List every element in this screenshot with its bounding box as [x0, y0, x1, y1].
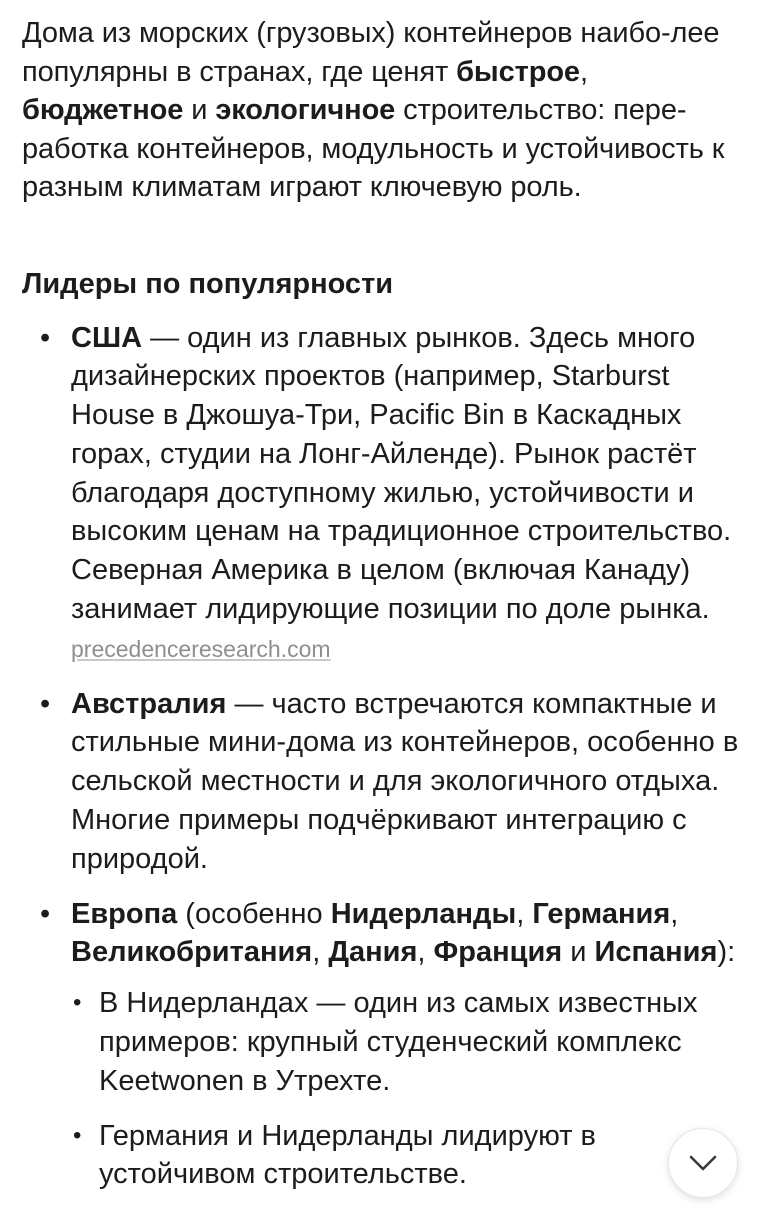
country-france: Франция	[433, 936, 563, 969]
bullet: •	[40, 321, 51, 354]
item-title: США	[71, 321, 143, 354]
bullet: •	[40, 897, 51, 930]
chat-content	[22, 14, 742, 1210]
europe-sublist	[71, 984, 742, 1194]
item-title: Австралия	[71, 687, 227, 720]
bullet: •	[73, 989, 82, 1017]
intro-text-1: Дома из морских (грузовых) контейнеров наибо-лее популярны в странах, где ценят	[22, 17, 720, 88]
separator: и	[562, 936, 595, 969]
item-text: — часто встречаются компактные и стильные мини-дома из контейнеров, особенно в сельской местности и для экологичного отдыха. Многие примеры подчёркивают интеграцию с природой.	[71, 687, 739, 875]
intro-bold-eco: экологичное	[215, 94, 396, 126]
bullet: •	[73, 1121, 82, 1149]
country-netherlands: Нидерланды	[330, 897, 517, 930]
sub-list-item	[71, 984, 742, 1100]
list-item-australia	[22, 685, 742, 879]
item-text: — один из главных рынков. Здесь много дизайнерских проектов (например, Starburst House в Джошуа-Три, Pacific Bin в Каскадных горах, студии на Лонг-Айленде). Рынок растёт благодаря доступному жилью, устойчивости и высоким ценам на традиционное строительство. Северная Америка в целом (включая Канаду) занимает лидирующие позиции по доле рынка.	[71, 321, 732, 626]
scroll-down-button[interactable]	[668, 1128, 738, 1198]
separator: ,	[670, 897, 679, 930]
section-heading: Лидеры по популярности	[22, 267, 394, 300]
sub-item-text: В Нидерландах — один из самых известных примеров: крупный студенческий комплекс Keetwonen в Утрехте.	[99, 987, 698, 1097]
intro-text-4: строительство: пере-работка контейнеров, модульность и устойчивость к разным климатам играют ключевую роль.	[22, 94, 725, 203]
separator: ,	[516, 897, 533, 930]
item-text-end: ):	[717, 936, 736, 969]
sub-item-text: Германия и Нидерланды лидируют в устойчивом строительстве.	[99, 1119, 596, 1191]
item-title: Европа	[71, 897, 178, 930]
separator: ,	[417, 936, 434, 969]
country-spain: Испания	[594, 936, 718, 969]
intro-text-2: ,	[579, 55, 588, 88]
item-text: (особенно	[177, 897, 331, 930]
intro-text-3: и	[183, 94, 216, 126]
sub-list-item	[71, 1117, 742, 1195]
list-item-europe	[22, 895, 742, 1195]
country-germany: Германия	[532, 897, 671, 930]
separator: ,	[312, 936, 329, 969]
intro-bold-fast: быстрое	[456, 55, 580, 88]
country-denmark: Дания	[328, 936, 418, 969]
chevron-down-icon	[688, 1154, 718, 1172]
intro-bold-budget: бюджетное	[22, 94, 184, 126]
source-link[interactable]: precedenceresearch.com	[71, 635, 331, 662]
intro-paragraph	[22, 14, 742, 207]
list-item-usa	[22, 319, 742, 669]
country-uk: Великобритания	[71, 936, 313, 969]
leaders-list	[22, 319, 742, 1195]
bullet: •	[40, 687, 51, 720]
